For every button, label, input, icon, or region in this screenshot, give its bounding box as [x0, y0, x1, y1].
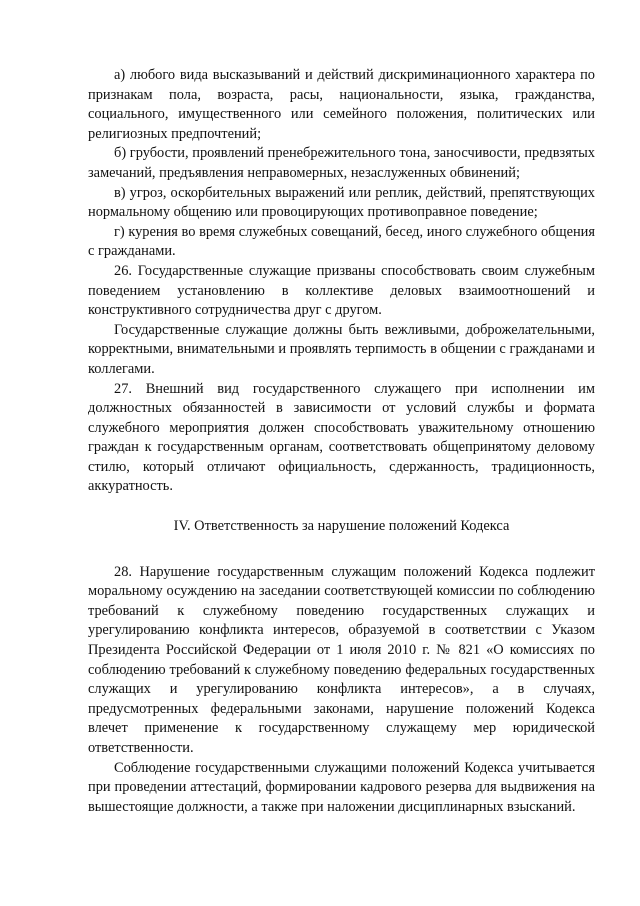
list-item-v: в) угроз, оскорбительных выражений или реплик, действий, препятствующих нормальному общению или провоцирующих противоправное поведение;	[88, 184, 595, 221]
clause-26: 26. Государственные служащие призваны способствовать своим служебным поведением установлению в коллективе деловых взаимоотношений и конструктивного сотрудничества друг с другом.	[88, 262, 595, 319]
clause-27: 27. Внешний вид государственного служащего при исполнении им должностных обязанностей в зависимости от условий службы и формата служебного мероприятия должен способствовать уважительному отношению граждан к государственным органам, соответствовать общепринятому деловому стилю, который отличают официальность, сдержанность, традиционность, аккуратность.	[88, 380, 595, 495]
list-item-g: г) курения во время служебных совещаний, бесед, иного служебного общения с гражданами.	[88, 223, 595, 260]
section-heading: IV. Ответственность за нарушение положений Кодекса	[173, 518, 510, 535]
clause-28-continued: Соблюдение государственными служащими положений Кодекса учитывается при проведении аттестаций, формировании кадрового резерва для выдвижения на вышестоящие должности, а также при наложении дисциплинарных взысканий.	[88, 759, 595, 815]
clause-26-continued: Государственные служащие должны быть вежливыми, доброжелательными, корректными, внимательными и проявлять терпимость в общении с гражданами и коллегами.	[88, 321, 595, 377]
list-item-a: а) любого вида высказываний и действий дискриминационного характера по признакам пола, возраста, расы, национальности, языка, гражданства, социального, имущественного или семейного положения, политических или религиозных предпочтений;	[88, 67, 595, 142]
clause-28: 28. Нарушение государственным служащим положений Кодекса подлежит моральному осуждению на заседании соответствующей комиссии по соблюдению требований к служебному поведению государственных служащих и урегулированию конфликта интересов, образуемой в соответствии с Указом Президента Российской Федерации от 1 июля 2010 г. № 821 «О комиссиях по соблюдению требований к служебному поведению федеральных государственных служащих и урегулированию конфликта интересов», а в случаях, предусмотренных федеральными законами, нарушение положений Кодекса влечет применение к государственному служащему мер юридической ответственности.	[88, 563, 595, 756]
document-body	[88, 66, 595, 817]
list-item-b: б) грубости, проявлений пренебрежительного тона, заносчивости, предвзятых замечаний, предъявления неправомерных, незаслуженных обвинений;	[88, 145, 595, 181]
